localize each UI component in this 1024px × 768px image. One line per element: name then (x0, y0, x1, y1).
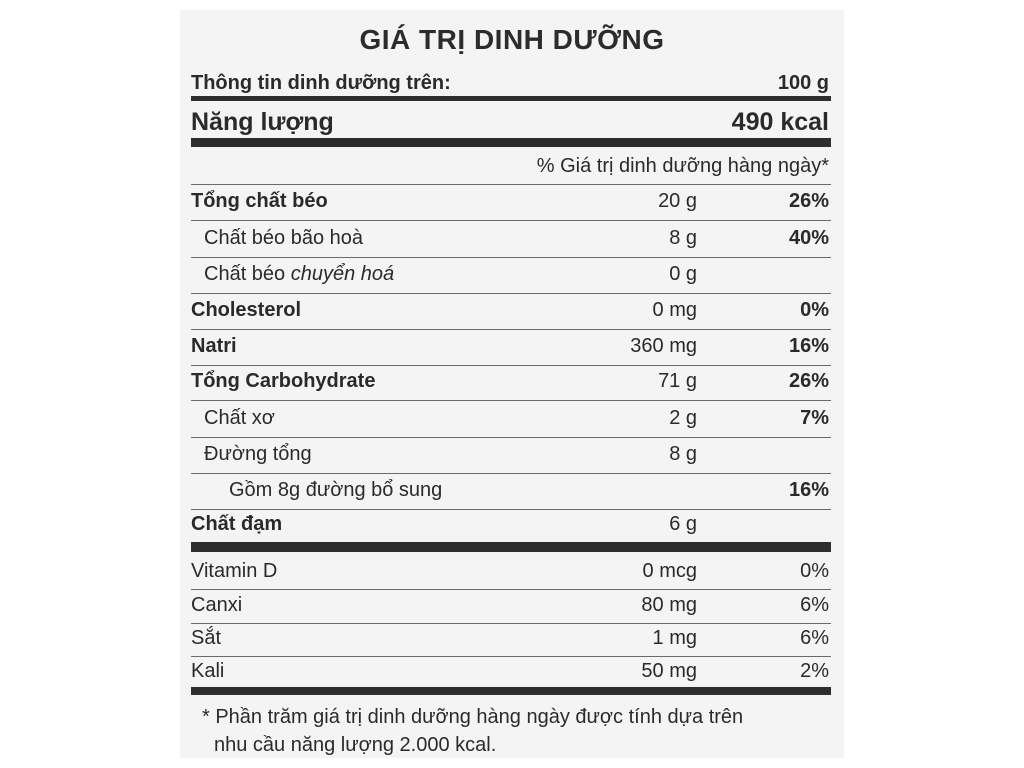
nutrient-amount: 8 g (669, 443, 697, 465)
vitamin-label: Canxi (191, 594, 243, 616)
vitamin-label: Vitamin D (191, 560, 278, 582)
nutrient-row-total-carbohydrate (191, 366, 831, 396)
dv-header-row (191, 151, 831, 181)
dv-header: % Giá trị dinh dưỡng hàng ngày* (536, 155, 829, 177)
nutrient-row-protein (191, 509, 831, 539)
divider (191, 293, 831, 294)
footnote-line-1: * Phần trăm giá trị dinh dưỡng hàng ngày được tính dựa trên (202, 706, 744, 728)
vitamin-label: Kali (191, 660, 225, 682)
rule-thick-top (191, 96, 831, 101)
nutrient-dv: 26% (788, 190, 829, 212)
vitamin-row-calcium (191, 590, 831, 620)
energy-row (191, 104, 831, 140)
label-title: GIÁ TRỊ DINH DƯỠNG (359, 24, 665, 55)
nutrition-label (180, 10, 844, 758)
nutrient-row-total-sugars (191, 439, 831, 469)
vitamin-dv: 6% (800, 627, 829, 649)
nutrient-label: Gồm 8g đường bổ sung (229, 479, 443, 501)
nutrient-amount: 0 g (669, 263, 697, 285)
serving-value: 100 g (777, 72, 829, 94)
nutrient-amount: 20 g (658, 190, 697, 212)
nutrient-amount: 6 g (669, 513, 697, 535)
energy-label: Năng lượng (191, 108, 334, 136)
nutrient-label: Đường tổng (204, 443, 312, 465)
nutrient-row-added-sugars (191, 475, 831, 505)
nutrient-dv: 26% (788, 370, 829, 392)
nutrient-dv: 0% (800, 299, 829, 321)
nutrient-label: Chất xơ (204, 407, 275, 429)
nutrient-row-saturated-fat (191, 223, 831, 253)
divider (191, 400, 831, 401)
nutrient-amount: 360 mg (630, 335, 697, 357)
nutrient-amount: 8 g (669, 227, 697, 249)
rule-thick-bottom (191, 687, 831, 695)
vitamin-amount: 1 mg (652, 627, 697, 649)
vitamin-row-iron (191, 623, 831, 653)
vitamin-row-vitamin-d (191, 556, 831, 586)
vitamin-dv: 6% (800, 594, 829, 616)
divider (191, 257, 831, 258)
footnote-line-2: nhu cầu năng lượng 2.000 kcal. (214, 734, 497, 756)
nutrient-label: Cholesterol (191, 299, 302, 321)
serving-row (191, 68, 831, 98)
nutrient-label-italic: chuyển hoá (290, 263, 395, 285)
vitamin-dv: 0% (800, 560, 829, 582)
vitamin-row-potassium (191, 656, 831, 686)
nutrient-row-total-fat (191, 186, 831, 216)
divider (191, 329, 831, 330)
nutrient-row-trans-fat (191, 259, 831, 289)
nutrient-dv: 16% (788, 479, 829, 501)
nutrient-dv: 7% (800, 407, 829, 429)
nutrient-dv: 40% (788, 227, 829, 249)
nutrient-amount: 2 g (669, 407, 697, 429)
nutrient-amount: 71 g (658, 370, 697, 392)
divider (191, 437, 831, 438)
rule-thick-energy (191, 138, 831, 147)
vitamin-amount: 80 mg (641, 594, 697, 616)
divider (191, 473, 831, 474)
nutrient-dv: 16% (788, 335, 829, 357)
nutrient-row-sodium (191, 331, 831, 361)
divider (191, 220, 831, 221)
nutrient-label: Chất béo chuyển hoá (204, 263, 395, 285)
divider (191, 184, 831, 185)
nutrient-label: Chất đạm (191, 513, 283, 535)
rule-thick-vitamins (191, 542, 831, 552)
nutrient-label: Chất béo bão hoà (204, 227, 364, 249)
vitamin-dv: 2% (800, 660, 829, 682)
nutrient-row-fiber (191, 403, 831, 433)
nutrient-row-cholesterol (191, 295, 831, 325)
energy-value: 490 kcal (731, 108, 829, 136)
nutrient-label: Tổng Carbohydrate (191, 370, 376, 392)
nutrient-label: Natri (191, 335, 237, 357)
nutrient-label: Tổng chất béo (191, 190, 328, 212)
vitamin-amount: 0 mcg (642, 560, 697, 582)
vitamin-label: Sắt (191, 627, 222, 649)
nutrient-amount: 0 mg (652, 299, 697, 321)
vitamin-amount: 50 mg (641, 660, 697, 682)
serving-label: Thông tin dinh dưỡng trên: (191, 72, 451, 94)
